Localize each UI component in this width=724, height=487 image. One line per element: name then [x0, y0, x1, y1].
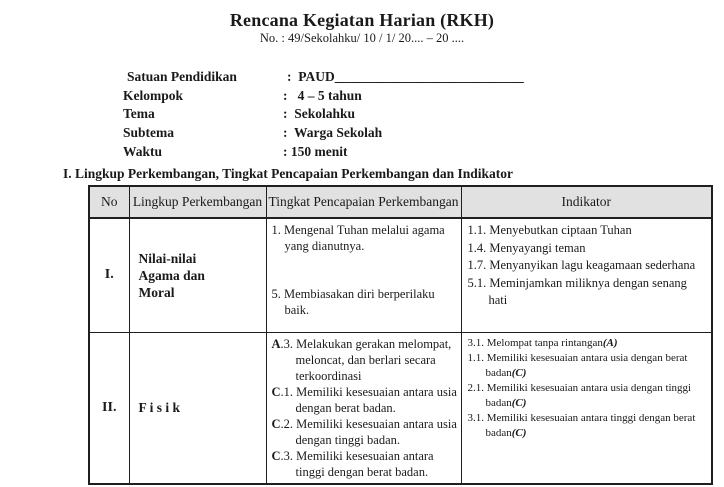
tingkat-item: A.3. Melakukan gerakan melompat, meloncat, dan berlari secara terkoordinasi [271, 336, 452, 383]
tingkat-item: 5. Membiasakan diri berperilaku baik. [271, 287, 435, 317]
info-label: Waktu [123, 143, 163, 159]
lingkup-cell: F i s i k [129, 332, 266, 484]
info-row-tema [123, 105, 524, 124]
info-row-subtema [123, 124, 524, 143]
info-value: : Warga Sekolah [283, 125, 383, 141]
header-cell-no: No [89, 186, 129, 218]
info-value: : PAUD____________________________ [287, 69, 524, 84]
indikator-item: 1.7. Menyanyikan lagu keagamaan sederhana [467, 258, 696, 272]
indikator-item: 5.1. Meminjamkan miliknya dengan senang hati [467, 275, 687, 307]
info-block [123, 68, 524, 162]
tingkat-item: C.2. Memiliki kesesuaian antara usia dengan tinggi badan. [271, 416, 457, 447]
document-title: Rencana Kegiatan Harian (RKH) [229, 10, 495, 30]
info-label: Kelompok [123, 87, 184, 103]
section-heading: I. Lingkup Perkembangan, Tingkat Pencapaian Perkembangan dan Indikator [63, 166, 513, 181]
info-row-satuan-pendidikan [123, 68, 524, 87]
tingkat-cell [266, 332, 461, 484]
header-cell-indikator: Indikator [461, 186, 712, 218]
header-cell-tingkat: Tingkat Pencapaian Perkembangan [266, 186, 461, 218]
info-label: Tema [123, 106, 155, 122]
table-row [89, 218, 712, 332]
row-number-cell: II. [89, 332, 129, 484]
info-value: : Sekolahku [283, 106, 356, 122]
info-row-kelompok [123, 87, 524, 106]
row-number-cell: I. [89, 218, 129, 332]
indikator-item: 1.1. Memiliki kesesuaian antara usia dengan berat badan(C) [467, 351, 688, 379]
info-value: : 4 – 5 tahun [283, 87, 362, 103]
indikator-item: 1.1. Menyebutkan ciptaan Tuhan [467, 223, 632, 237]
tingkat-item: 1. Mengenal Tuhan melalui agama yang dianutnya. [271, 223, 445, 253]
development-indicator-table [88, 185, 713, 485]
tingkat-item: C.1. Memiliki kesesuaian antara usia dengan berat badan. [271, 384, 457, 415]
tingkat-cell [266, 218, 461, 332]
info-label: Satuan Pendidikan [127, 69, 237, 84]
tingkat-item: C.3. Memiliki kesesuaian antara tinggi dengan berat badan. [271, 448, 434, 479]
table-header-row [89, 186, 712, 218]
indikator-item: 3.1. Memiliki kesesuaian antara tinggi dengan berat badan(C) [467, 411, 696, 439]
indikator-item: 2.1. Memiliki kesesuaian antara usia dengan tinggi badan(C) [467, 381, 692, 409]
indikator-cell [461, 218, 712, 332]
document-number: No. : 49/Sekolahku/ 10 / 1/ 20.... – 20 .... [259, 31, 465, 45]
indikator-cell [461, 332, 712, 484]
info-row-waktu [123, 143, 524, 162]
info-value: : 150 menit [283, 143, 348, 159]
lingkup-cell: Nilai-nilai Agama dan Moral [129, 218, 266, 332]
header-cell-lingkup: Lingkup Perkembangan [129, 186, 266, 218]
table-row [89, 332, 712, 484]
indikator-item: 1.4. Menyayangi teman [467, 240, 586, 255]
indikator-item: 3.1. Melompat tanpa rintangan(A) [467, 336, 618, 349]
info-label: Subtema [123, 125, 175, 141]
